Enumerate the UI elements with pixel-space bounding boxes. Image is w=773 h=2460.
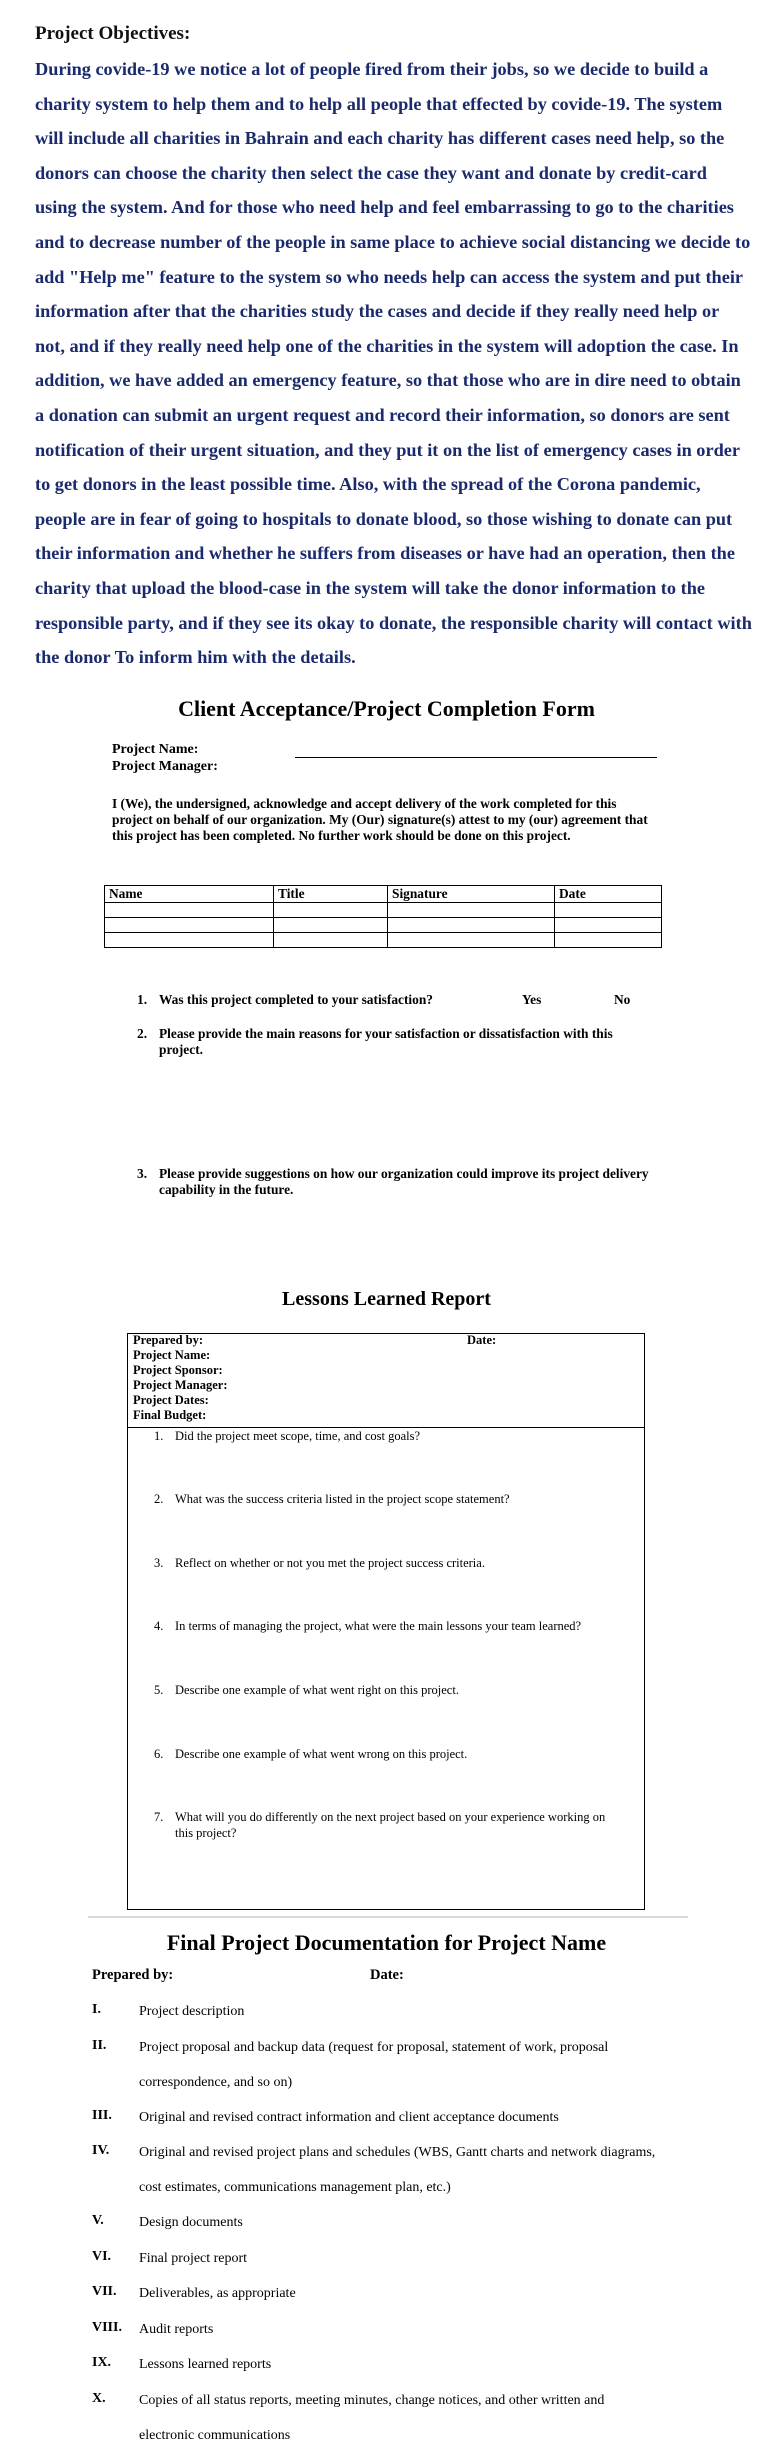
table-header-name: Name: [105, 886, 274, 903]
ll-question-2-text: What was the success criteria listed in the project scope statement?: [175, 1492, 510, 1506]
fd-item-1-number: I.: [92, 2002, 101, 2017]
acceptance-form-title: Client Acceptance/Project Completion Form: [178, 696, 595, 721]
fd-item-5-text: Design documents: [139, 2215, 243, 2230]
fd-item-7-text: Deliverables, as appropriate: [139, 2286, 296, 2301]
table-row: [105, 903, 662, 918]
fd-item-6-text: Final project report: [139, 2251, 248, 2266]
fd-item-9-text: Lessons learned reports: [139, 2357, 272, 2372]
fd-date-label: Date:: [370, 1967, 404, 1983]
ll-question-4-text: In terms of managing the project, what were the main lessons your team learned?: [175, 1619, 582, 1633]
signature-table: [104, 885, 662, 948]
ll-question-1-text: Did the project meet scope, time, and cost goals?: [175, 1429, 421, 1443]
ll-project-sponsor-label: Project Sponsor:: [133, 1363, 223, 1377]
fd-item-8-text: Audit reports: [139, 2322, 214, 2337]
ll-question-5-text: Describe one example of what went right on this project.: [175, 1683, 459, 1697]
ll-final-budget-label: Final Budget:: [133, 1408, 207, 1422]
fd-item-10-number: X.: [92, 2391, 106, 2406]
fd-item-3-number: III.: [92, 2108, 112, 2123]
table-header-title: Title: [274, 886, 388, 903]
ll-project-name-label: Project Name:: [133, 1348, 211, 1362]
acknowledgement-text: I (We), the undersigned, acknowledge and accept delivery of the work completed for this project on behalf of our organization. My (Our) signature(s) attest to my (our) agreement that this project has been completed. No further work should be done on this project.: [112, 796, 648, 844]
project-name-label: Project Name:: [112, 742, 199, 757]
fd-item-3-text: Original and revised contract information and client acceptance documents: [139, 2110, 559, 2125]
form-question-2-number: 2.: [137, 1026, 148, 1041]
table-row: [105, 933, 662, 948]
ll-project-manager-label: Project Manager:: [133, 1378, 228, 1392]
fd-prepared-by-label: Prepared by:: [92, 1967, 174, 1983]
ll-question-6-text: Describe one example of what went wrong on this project.: [175, 1747, 468, 1761]
fd-item-10-text: Copies of all status reports, meeting minutes, change notices, and other written and electronic communications: [139, 2393, 605, 2443]
fd-item-2-text: Project proposal and backup data (request for proposal, statement of work, proposal correspondence, and so on): [139, 2040, 609, 2090]
fd-item-7-number: VII.: [92, 2284, 117, 2299]
fd-item-2-number: II.: [92, 2038, 107, 2053]
project-name-line: [295, 757, 657, 758]
ll-date-label: Date:: [467, 1333, 497, 1347]
project-manager-label: Project Manager:: [112, 759, 218, 774]
ll-question-3-number: 3.: [154, 1556, 164, 1570]
table-header-signature: Signature: [388, 886, 555, 903]
signature-table-header: [105, 886, 662, 903]
ll-question-5-number: 5.: [154, 1683, 164, 1697]
fd-item-5-number: V.: [92, 2213, 104, 2228]
form-answer-yes: Yes: [522, 992, 542, 1007]
ll-question-6-number: 6.: [154, 1747, 164, 1761]
form-question-3-text: Please provide suggestions on how our organization could improve its project delivery capability in the future.: [159, 1166, 649, 1197]
ll-question-1-number: 1.: [154, 1429, 164, 1443]
form-question-2-text: Please provide the main reasons for your satisfaction or dissatisfaction with this project.: [159, 1026, 613, 1057]
project-objectives-section: [35, 20, 753, 675]
section-separator: [88, 1916, 688, 1918]
ll-question-3-text: Reflect on whether or not you met the project success criteria.: [175, 1556, 485, 1570]
objectives-heading: Project Objectives:: [35, 23, 191, 44]
table-row: [105, 918, 662, 933]
ll-project-dates-label: Project Dates:: [133, 1393, 209, 1407]
ll-question-2-number: 2.: [154, 1492, 164, 1506]
table-header-date: Date: [555, 886, 662, 903]
lessons-learned-title: Lessons Learned Report: [282, 1288, 491, 1310]
fd-item-4-number: IV.: [92, 2143, 110, 2158]
objectives-body: During covide-19 we notice a lot of people fired from their jobs, so we decide to build a charity system to help them and to help all people that effected by covide-19. The system will include all charities in Bahrain and each charity has different cases need help, so the donors can choose the charity then select the case they want and donate by credit-card using the system. And for those who need help and feel embarrassing to go to the charities and to decrease number of the people in same place to achieve social distancing we decide to add "Help me" feature to the system so who needs help can access the system and put their information after that the charities study the cases and decide if they really need help or not, and if they really need help one of the charities in the system will adoption the case. In addition, we have added an emergency feature, so that those who are in dire need to obtain a donation can submit an urgent request and record their information, so donors are sent notification of their urgent situation, and they put it on the list of emergency cases in order to get donors in the least possible time. Also, with the spread of the Corona pandemic, people are in fear of going to hospitals to donate blood, so those wishing to donate can put their information and whether he suffers from diseases or have had an operation, then the charity that upload the blood-case in the system will take the donor information to the responsible party, and if they see its okay to donate, the responsible charity will contact with the donor To inform him with the details.: [35, 59, 752, 668]
ll-question-7-number: 7.: [154, 1810, 164, 1824]
fd-item-9-number: IX.: [92, 2355, 112, 2370]
form-question-1-number: 1.: [137, 992, 148, 1007]
ll-prepared-by-label: Prepared by:: [133, 1333, 204, 1347]
fd-item-4-text: Original and revised project plans and schedules (WBS, Gantt charts and network diagrams, cost estimates, communications management plan, etc.): [139, 2145, 656, 2195]
ll-question-4-number: 4.: [154, 1619, 164, 1633]
fd-item-6-number: VI.: [92, 2249, 112, 2264]
ll-question-7-text: What will you do differently on the next project based on your experience working on this project?: [175, 1810, 606, 1840]
form-question-3-number: 3.: [137, 1166, 148, 1181]
fd-item-8-number: VIII.: [92, 2320, 122, 2335]
form-answer-no: No: [614, 992, 631, 1007]
form-question-1-text: Was this project completed to your satisfaction?: [159, 992, 433, 1007]
fd-item-1-text: Project description: [139, 2004, 245, 2019]
final-doc-title: Final Project Documentation for Project Name: [166, 1930, 607, 1955]
